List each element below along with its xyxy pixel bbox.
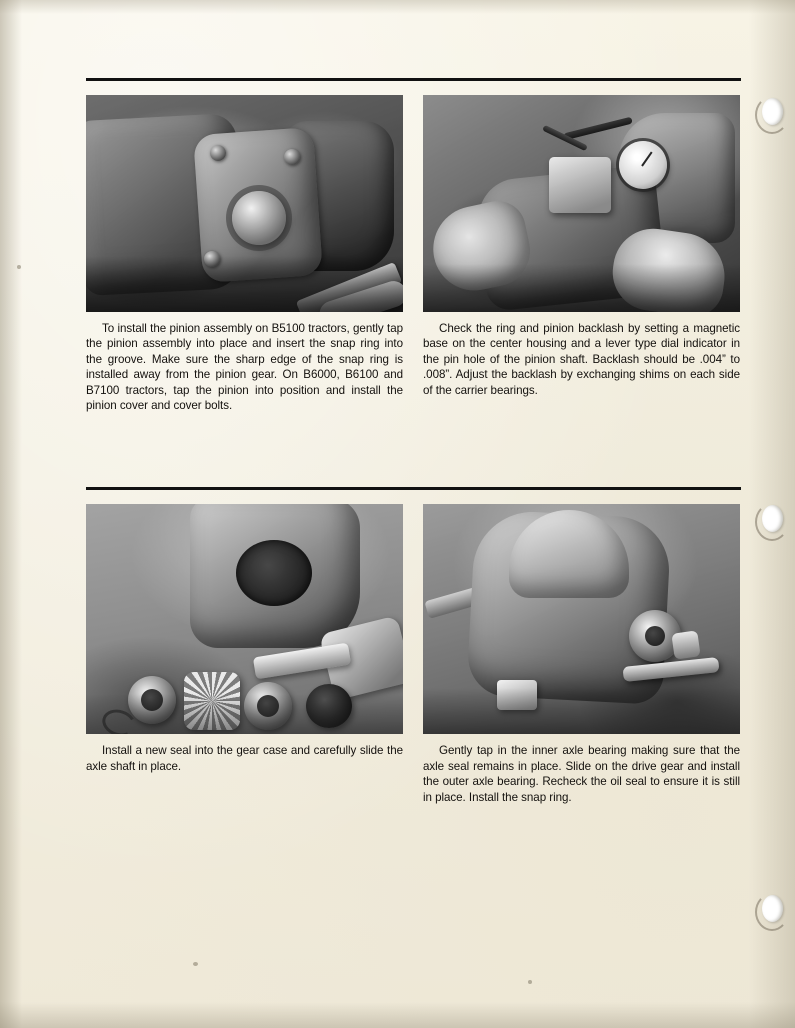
figure-row-bottom xyxy=(86,504,741,805)
figure-3-caption xyxy=(86,743,403,774)
page-content xyxy=(86,78,741,805)
figure-4-caption xyxy=(423,743,740,805)
figure-1-photo xyxy=(86,95,403,312)
scan-edge-left xyxy=(0,0,22,1028)
figure-4-photo xyxy=(423,504,740,734)
figure-column-3 xyxy=(86,504,403,805)
figure-2-caption-text: Check the ring and pinion backlash by setting a magnetic base on the center housing and a lever type dial indicator in the pin hole of the pinion shaft. Backlash should be .004” to .008”. Adjust the backlash by exchanging shims on each side of the carrier bearings. xyxy=(423,322,740,397)
figure-2-photo xyxy=(423,95,740,312)
figure-row-top xyxy=(86,95,741,413)
figure-4-caption-text: Gently tap in the inner axle bearing making sure that the axle seal remains in place. Slide on the drive gear and install the outer axle bearing. Recheck the oil seal to ensure it is still in place. Install the snap ring. xyxy=(423,744,740,804)
scan-speck xyxy=(17,265,21,269)
scan-speck xyxy=(528,980,532,984)
figure-1-caption xyxy=(86,321,403,413)
scan-edge-top xyxy=(0,0,795,14)
punch-hole-shadow xyxy=(755,96,789,134)
figure-3-caption-text: Install a new seal into the gear case and carefully slide the axle shaft in place. xyxy=(86,744,403,773)
figure-2-caption xyxy=(423,321,740,398)
figure-3-photo xyxy=(86,504,403,734)
figure-column-4 xyxy=(423,504,740,805)
scan-speck xyxy=(193,962,198,966)
figure-column-1 xyxy=(86,95,403,413)
punch-hole-shadow xyxy=(755,503,789,541)
punch-hole-shadow xyxy=(755,893,789,931)
figure-1-caption-text: To install the pinion assembly on B5100 tractors, gently tap the pinion assembly into place and insert the snap ring into the groove. Make sure the sharp edge of the snap ring is installed away from the pinion gear. On B6000, B6100 and B7100 tractors, tap the pinion into position and install the pinion cover and cover bolts. xyxy=(86,322,403,413)
scan-edge-bottom xyxy=(0,1002,795,1028)
figure-column-2 xyxy=(423,95,740,413)
